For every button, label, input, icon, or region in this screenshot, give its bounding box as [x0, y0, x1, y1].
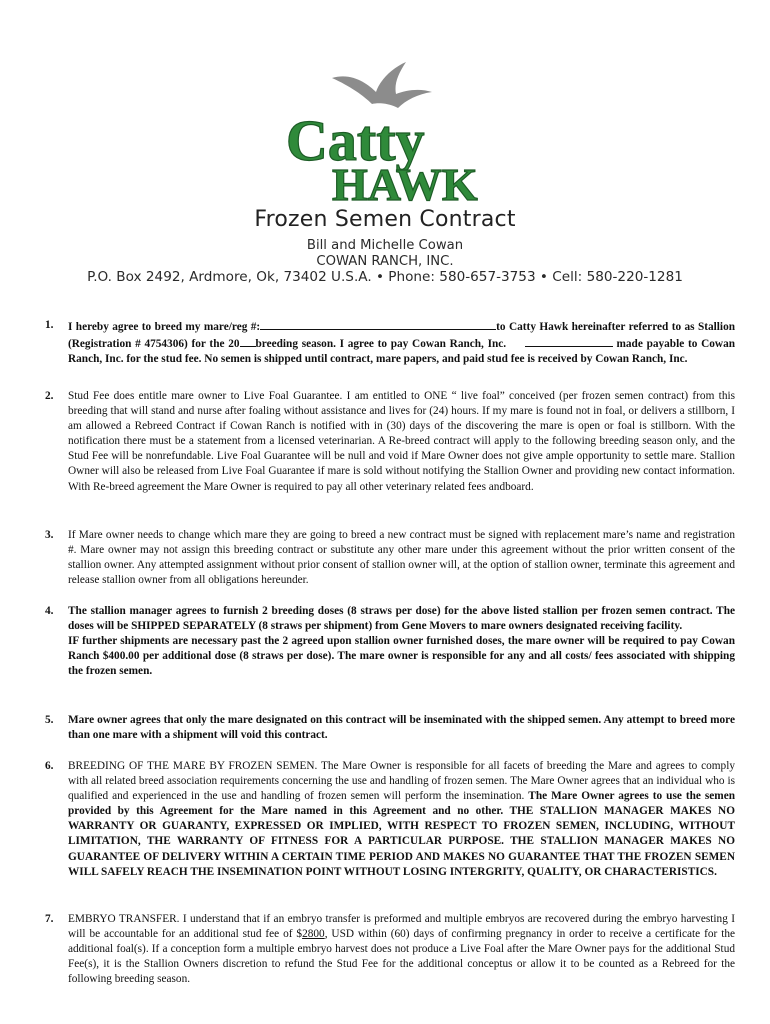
page-title: Frozen Semen Contract: [254, 207, 516, 232]
address-line: P.O. Box 2492, Ardmore, Ok, 73402 U.S.A. • Phone: 580-657-3753 • Cell: 580-220-1281: [87, 269, 683, 285]
clause-number: 6.: [45, 760, 54, 772]
clause-1-text-d: made payable to Cowan Ranch, Inc. for the stud fee. No semen is shipped until contract, mare papers, and paid stud fee is received by Cowan Ranch, Inc.: [68, 338, 735, 366]
clause-number: 7.: [45, 913, 54, 925]
clause-3-text: If Mare owner needs to change which mare they are going to breed a new contract must be signed with replacement mare’s name and registration #. Mare owner may not assign this breeding contract or substitute any other mare under this agreement without the prior written consent of the stallion owner. Any attempted assignment without prior consent of stallion owner will, at the option of stallion owner, terminate this agreement and release stallion owner from all obligations hereunder.: [68, 529, 735, 587]
embryo-fee-amount[interactable]: 2800: [302, 928, 325, 941]
clause-2: [45, 389, 735, 495]
season-year-field[interactable]: [240, 335, 256, 347]
logo-image: [280, 50, 495, 208]
clause-number: 1.: [45, 319, 54, 331]
clause-1-text-b: to Catty Hawk hereinafter referred to as Stallion (Registration # 4754306) for the 20: [68, 321, 735, 351]
clause-number: 2.: [45, 390, 54, 402]
clause-1-text-c: breeding season. I agree to pay Cowan Ranch, Inc.: [255, 338, 507, 351]
clause-4-text: The stallion manager agrees to furnish 2 breeding doses (8 straws per dose) for the above listed stallion per frozen semen contract. The doses will be SHIPPED SEPARATELY (8 straws per shipment) from Gene Movers to mare owners designated receiving facility.: [68, 605, 735, 633]
clause-7-text-a: EMBRYO TRANSFER. I understand that if an embryo transfer is preformed and multiple embryos are recovered during the embryo harvesting I will be accountable for an additional stud fee of $: [68, 913, 735, 941]
clause-number: 4.: [45, 605, 54, 617]
clause-6-text: BREEDING OF THE MARE BY FROZEN SEMEN. The Mare Owner is responsible for all facets of breeding the Mare and agrees to comply with all related breed association requirements concerning the use and handling of frozen semen. The Mare Owner agrees that an individual who is qualified and experienced in the use and handling of frozen semen will perform the insemination.: [68, 760, 735, 803]
clause-7-text-b: , USD within (60) days of confirming pregnancy in order to receive a certificate for the additional foal(s). If a conception form a multiple embryo harvest does not produce a Live Foal after the Mare Owner pays for the additional Stud Fee(s), it is the Stallion Owners discretion to refund the Stud Fee for the additional conceptus or allow it to be counted as a Rebreed for the following breeding season.: [68, 928, 735, 986]
owners-line: Bill and Michelle Cowan: [306, 238, 464, 253]
clause-5-text: Mare owner agrees that only the mare designated on this contract will be inseminated with the shipped semen. Any attempt to breed more than one mare with a shipment will void this contract.: [68, 714, 735, 742]
mare-reg-field[interactable]: [260, 318, 496, 330]
clause-2-text: Stud Fee does entitle mare owner to Live Foal Guarantee. I am entitled to ONE “ live foal” conceived (per frozen semen contract) from this breeding that will stand and nurse after foaling without assistance and lives for (24) hours. If my mare is found not in foal, or delivers a stillborn, I am allowed a Rebreed Contract if Cowan Ranch is notified with in (30) days of the discovering the mare is open or foal is stillborn. With the notification there must be a statement from a licensed veterinarian. A Re-breed contract will apply to the following breeding season only, and the Stud Fee will be nonrefundable. Live Foal Guarantee will be null and void if Mare Owner does not give ample opportunity to settle mare. Stallion Owner will also be released from Live Foal Guarantee if mare is sold without notifying the Stallion Owner and providing new contact information. With Re-breed agreement the Mare Owner is required to pay all other veterinary related fees andboard.: [68, 390, 735, 493]
clause-7: [45, 912, 735, 987]
hawk-icon: [332, 62, 432, 108]
clause-1-text-a: I hereby agree to breed my mare/reg #:: [68, 321, 261, 333]
clause-number: 5.: [45, 714, 54, 726]
logo-line1: Catty: [286, 108, 425, 173]
clause-5: [45, 713, 735, 743]
clause-number: 3.: [45, 529, 54, 541]
catty-hawk-logo: [280, 50, 495, 208]
clause-3: [45, 528, 735, 588]
company-line: COWAN RANCH, INC.: [316, 254, 454, 269]
clause-6: [45, 759, 735, 880]
clause-4-text-2: IF further shipments are necessary past the 2 agreed upon stallion owner furnished doses, the mare owner will be required to pay Cowan Ranch $400.00 per additional dose (8 straws per dose). The mare owner is responsible for any and all costs/ fees associated with shipping the frozen semen.: [68, 635, 735, 678]
stud-fee-field[interactable]: [525, 335, 613, 347]
logo-line2: HAWK: [332, 159, 478, 208]
clause-4: [45, 604, 735, 679]
clause-1: [45, 318, 735, 367]
clause-6-text-bold: The Mare Owner agrees to use the semen provided by this Agreement for the Mare named in this Agreement and no other. THE STALLION MANAGER MAKES NO WARRANTY OR GUARANTY, EXPRESSED OR IMPLIED, WITH RESPECT TO FROZEN SEMEN, INCLUDING, WITHOUT LIMITATION, THE WARRANTY OF FITNESS FOR A PARTICULAR PURPOSE. THE STALLION MANAGER MAKES NO GUARANTEE OF DELIVERY WITHIN A CERTAIN TIME PERIOD AND MAKES NO GUARANTEE THAT THE FROZEN SEMEN WILL SAFELY REACH THE INSEMINATION POINT WITHOUT LOSING INTERGRITY, QUALITY, OR CHARACTERISTICS.: [68, 790, 735, 878]
